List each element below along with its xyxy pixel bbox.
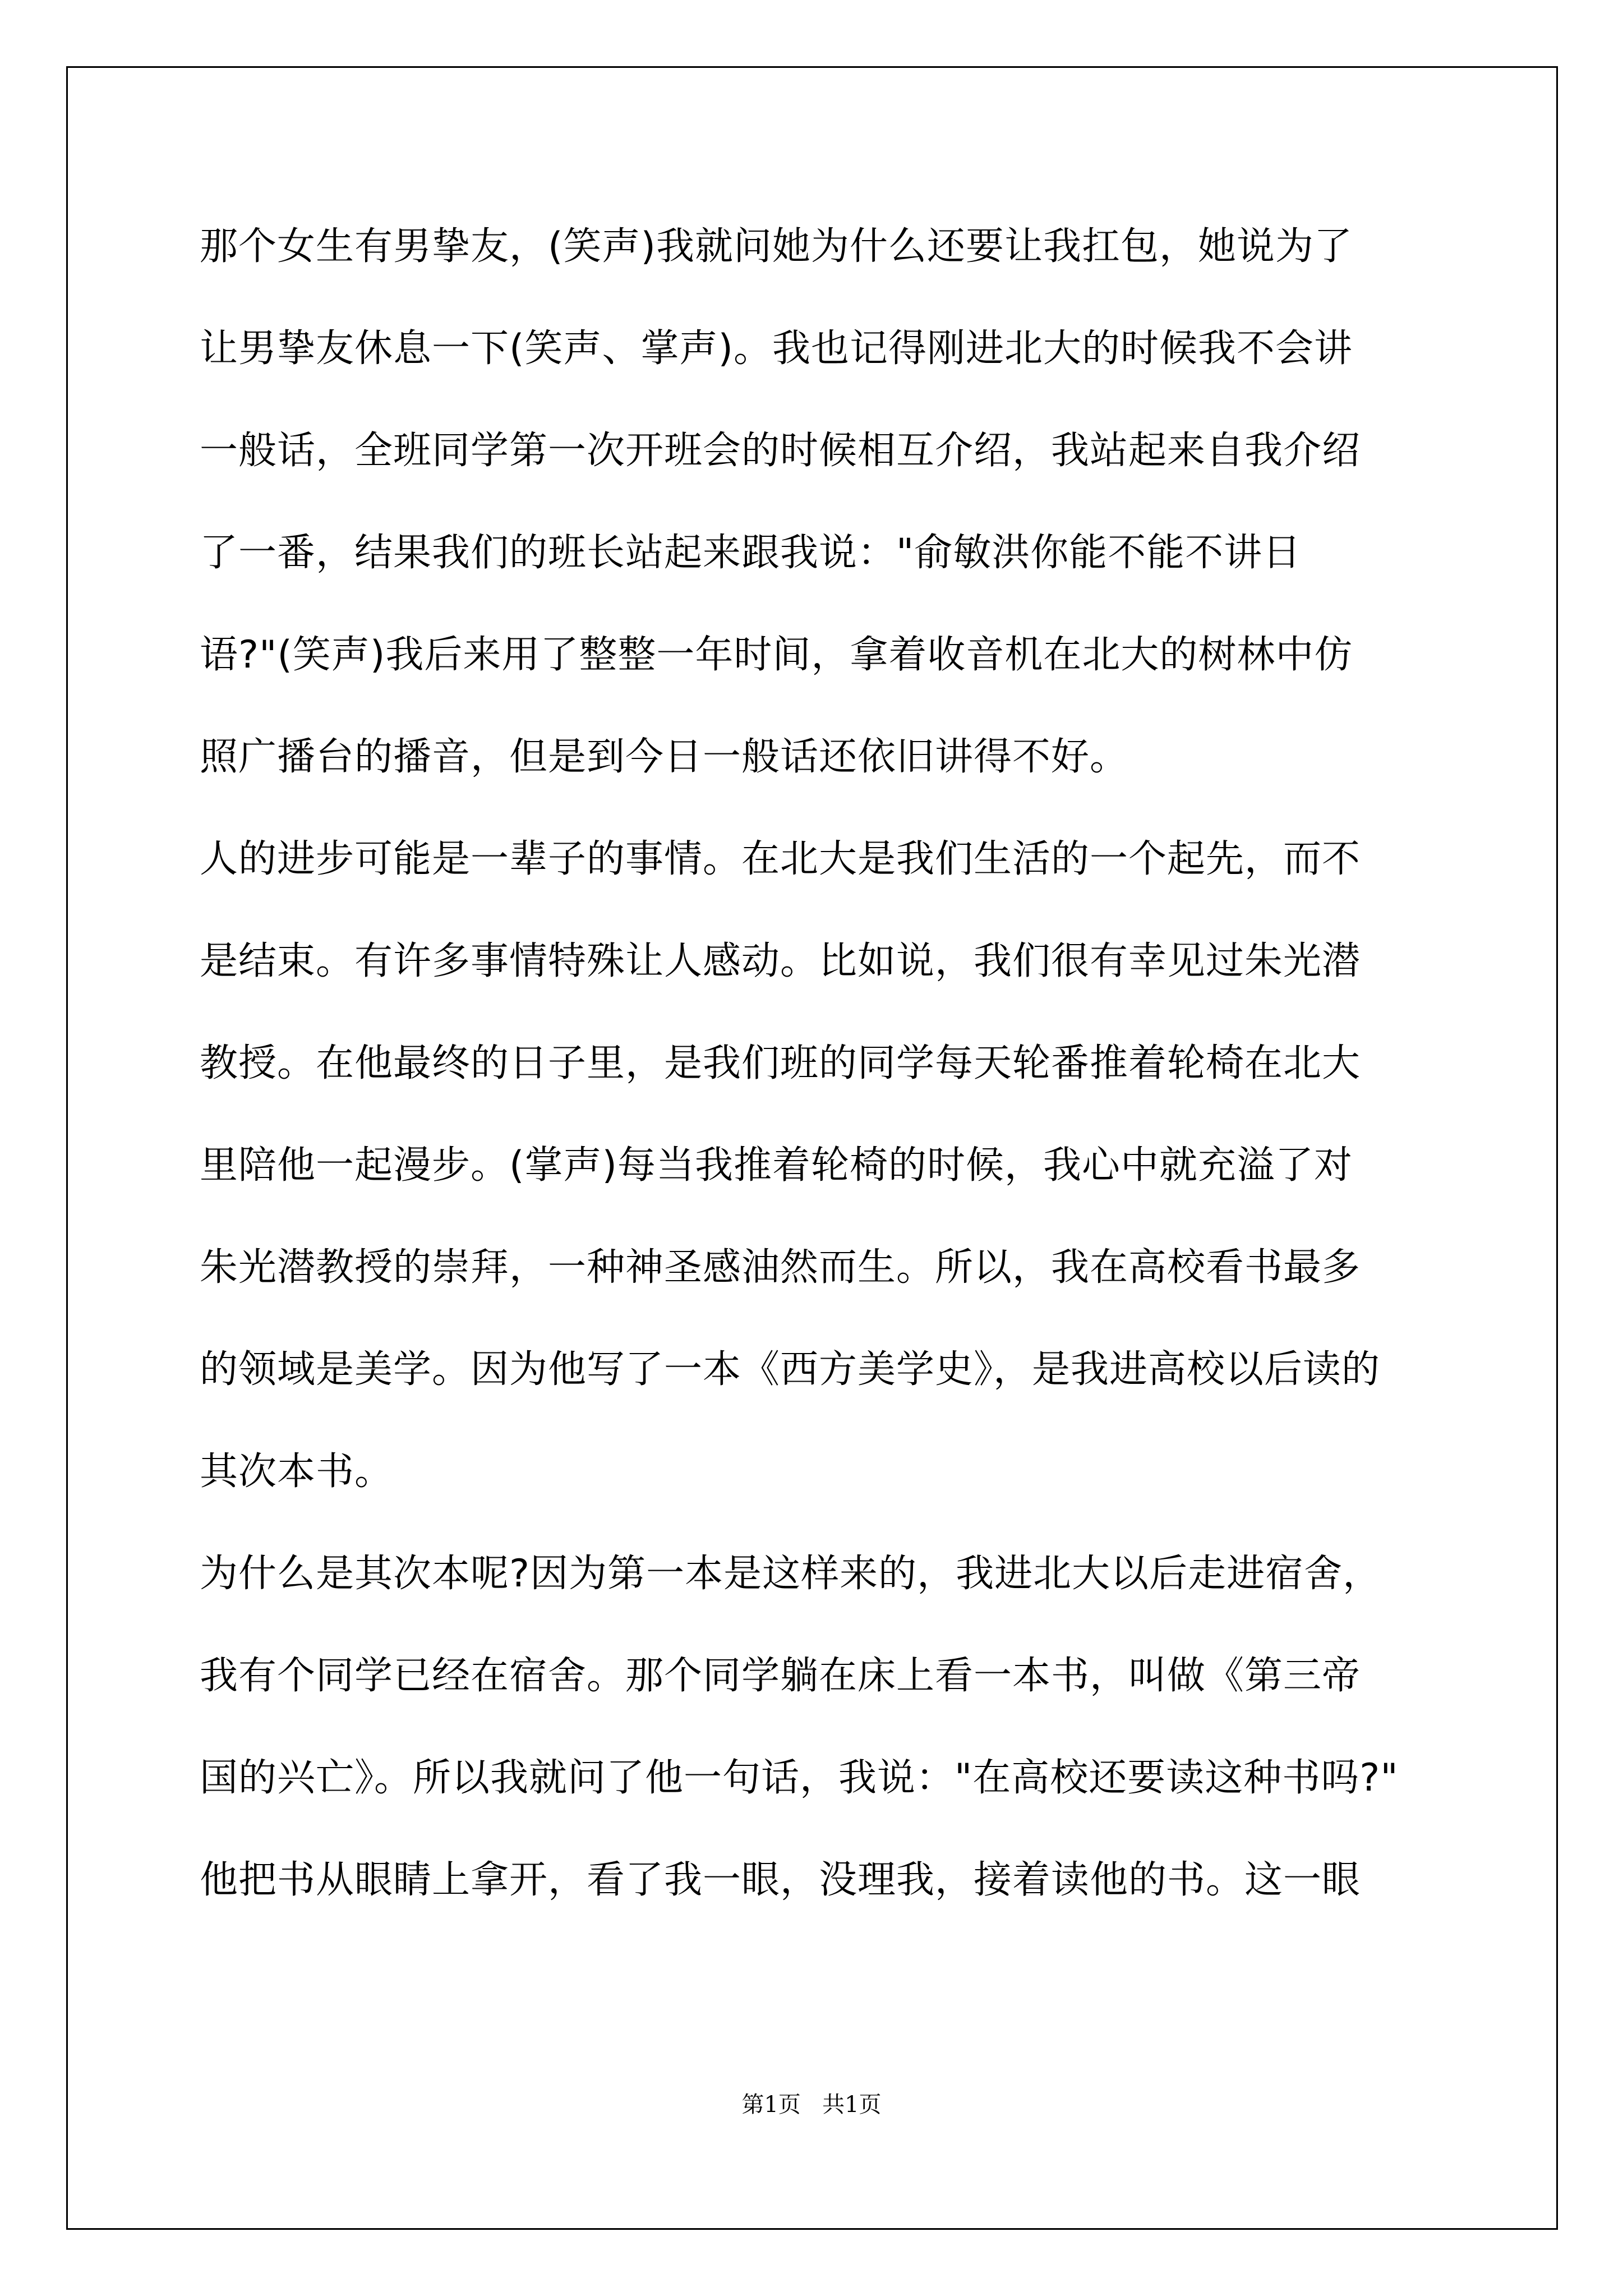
text-line: 让男挚友休息一下(笑声、掌声)。我也记得刚进北大的时候我不会讲 (200, 326, 1353, 371)
text-line: 是结束。有许多事情特殊让人感动。比如说，我们很有幸见过朱光潜 (200, 939, 1361, 983)
page-footer (0, 2087, 1623, 2119)
text-line: 教授。在他最终的日子里，是我们班的同学每天轮番推着轮椅在北大 (200, 1041, 1361, 1085)
text-line: 人的进步可能是一辈子的事情。在北大是我们生活的一个起先，而不 (200, 837, 1361, 881)
page-number: 第1页 (741, 2092, 801, 2118)
text-line: 朱光潜教授的崇拜，一种神圣感油然而生。所以，我在高校看书最多 (200, 1245, 1361, 1290)
text-line: 他把书从眼睛上拿开，看了我一眼，没理我，接着读他的书。这一眼 (200, 1858, 1361, 1902)
text-line: 一般话，全班同学第一次开班会的时候相互介绍，我站起来自我介绍 (200, 429, 1361, 473)
text-line: 里陪他一起漫步。(掌声)每当我推着轮椅的时候，我心中就充溢了对 (200, 1143, 1353, 1188)
page-total: 共1页 (822, 2092, 882, 2118)
text-line: 了一番，结果我们的班长站起来跟我说："俞敏洪你能不能不讲日 (200, 531, 1302, 575)
document-body (200, 213, 1456, 1949)
text-line: 其次本书。 (200, 1450, 394, 1494)
text-line: 语?"(笑声)我后来用了整整一年时间，拿着收音机在北大的树林中仿 (200, 633, 1353, 677)
text-line: 为什么是其次本呢?因为第一本是这样来的，我进北大以后走进宿舍， (200, 1552, 1382, 1596)
text-line: 我有个同学已经在宿舍。那个同学躺在床上看一本书，叫做《第三帝 (200, 1654, 1361, 1698)
text-line: 的领域是美学。因为他写了一本《西方美学史》，是我进高校以后读的 (200, 1347, 1381, 1392)
text-line: 那个女生有男挚友，(笑声)我就问她为什么还要让我扛包，她说为了 (200, 224, 1353, 269)
text-line: 国的兴亡》。所以我就问了他一句话，我说："在高校还要读这种书吗?" (200, 1756, 1399, 1800)
text-line: 照广播台的播音，但是到今日一般话还依旧讲得不好。 (200, 735, 1129, 779)
